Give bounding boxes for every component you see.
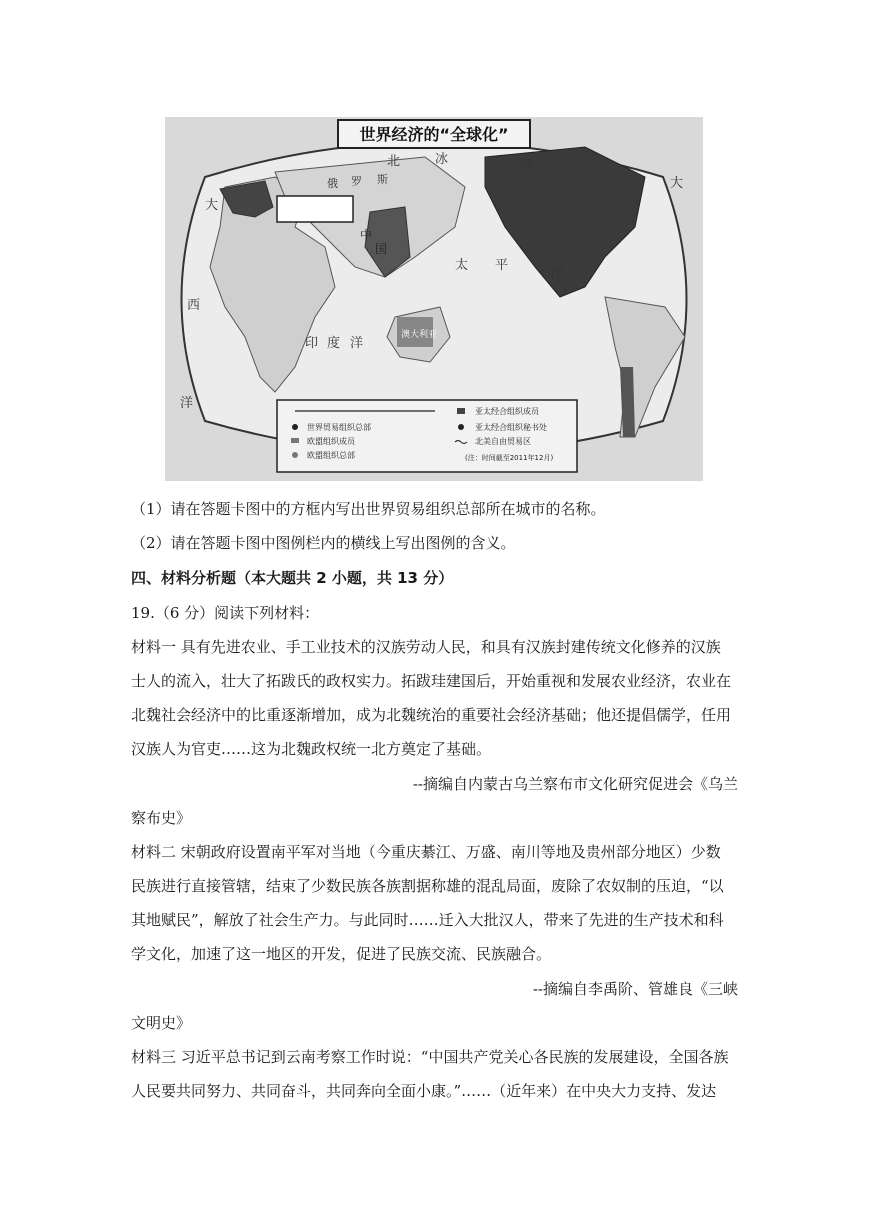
svg-text:洋: 洋 — [350, 336, 364, 351]
material1-line-1: 材料一 具有先进农业、手工业技术的汉族劳动人民，和具有汉族封建传统文化修养的汉族 — [131, 638, 721, 656]
map-title: 世界经济的“全球化” — [359, 125, 509, 144]
svg-text:亚太经合组织成员: 亚太经合组织成员 — [475, 407, 539, 416]
material2-line-4: 学文化，加速了这一地区的开发，促进了民族交流、民族融合。 — [131, 945, 552, 963]
svg-text:欧盟组织成员: 欧盟组织成员 — [307, 437, 355, 446]
svg-text:西: 西 — [187, 298, 201, 313]
svg-text:国: 国 — [375, 242, 388, 256]
material1-line-3: 北魏社会经济中的比重逐渐增加，成为北魏统治的重要社会经济基础；他还提倡儒学，任用 — [131, 706, 732, 724]
material2-line-2: 民族进行直接管辖，结束了少数民族各族割据称雄的混乱局面，废除了农奴制的压迫，“以 — [131, 877, 724, 895]
material3-line-1: 材料三 习近平总书记到云南考察工作时说：“中国共产党关心各民族的发展建设，全国各族 — [131, 1048, 729, 1066]
svg-text:俄: 俄 — [327, 177, 338, 190]
svg-text:罗: 罗 — [351, 175, 362, 188]
material2-source-cont: 文明史》 — [131, 1014, 192, 1032]
material2-source: --摘编自李禹阶、管雄良《三峡 — [532, 980, 738, 998]
svg-text:冰: 冰 — [435, 152, 449, 167]
svg-text:大: 大 — [670, 176, 684, 191]
svg-text:世界贸易组织总部: 世界贸易组织总部 — [307, 423, 371, 432]
svg-text:北美自由贸易区: 北美自由贸易区 — [475, 437, 531, 446]
svg-text:斯: 斯 — [377, 173, 388, 186]
svg-text:中: 中 — [360, 228, 373, 242]
wto-city-answer-box — [277, 196, 353, 222]
material2-line-1: 材料二 宋朝政府设置南平军对当地（今重庆綦江、万盛、南川等地及贵州部分地区）少数 — [131, 843, 721, 861]
svg-text:太: 太 — [455, 258, 469, 273]
material1-line-2: 士人的流入，壮大了拓跋氏的政权实力。拓跋珪建国后，开始重视和发展农业经济，农业在 — [131, 672, 732, 690]
svg-text:度: 度 — [327, 336, 341, 351]
svg-text:北: 北 — [387, 154, 401, 169]
svg-text:澳大利亚: 澳大利亚 — [401, 330, 438, 340]
material1-line-4: 汉族人为官吏……这为北魏政权统一北方奠定了基础。 — [131, 740, 492, 758]
svg-text:洋: 洋 — [180, 396, 194, 411]
svg-text:欧盟组织总部: 欧盟组织总部 — [307, 451, 355, 460]
material1-source: --摘编自内蒙古乌兰察布市文化研究促进会《乌兰 — [412, 775, 738, 793]
section-heading: 四、材料分析题（本大题共 2 小题，共 13 分） — [131, 569, 454, 587]
svg-text:大: 大 — [205, 198, 219, 213]
svg-text:(注：时间截至2011年12月): (注：时间截至2011年12月) — [465, 454, 554, 462]
material3-line-2: 人民要共同努力、共同奋斗，共同奔向全面小康。”……（近年来）在中央大力支持、发达 — [131, 1082, 717, 1100]
world-economy-map — [165, 117, 703, 481]
material1-source-cont: 察布史》 — [131, 809, 192, 827]
svg-text:印: 印 — [305, 336, 319, 351]
question-1: （1）请在答题卡图中的方框内写出世界贸易组织总部所在城市的名称。 — [131, 500, 606, 518]
material2-line-3: 其地赋民”，解放了社会生产力。与此同时……迁入大批汉人，带来了先进的生产技术和科 — [131, 911, 724, 929]
q19-intro: 19.（6 分）阅读下列材料： — [131, 604, 320, 622]
svg-text:亚太经合组织秘书处: 亚太经合组织秘书处 — [475, 423, 547, 432]
svg-text:平: 平 — [495, 258, 509, 273]
svg-text:洋: 洋 — [550, 266, 564, 281]
question-2: （2）请在答题卡图中图例栏内的横线上写出图例的含义。 — [131, 534, 516, 552]
svg-text:洋: 洋 — [520, 158, 534, 173]
